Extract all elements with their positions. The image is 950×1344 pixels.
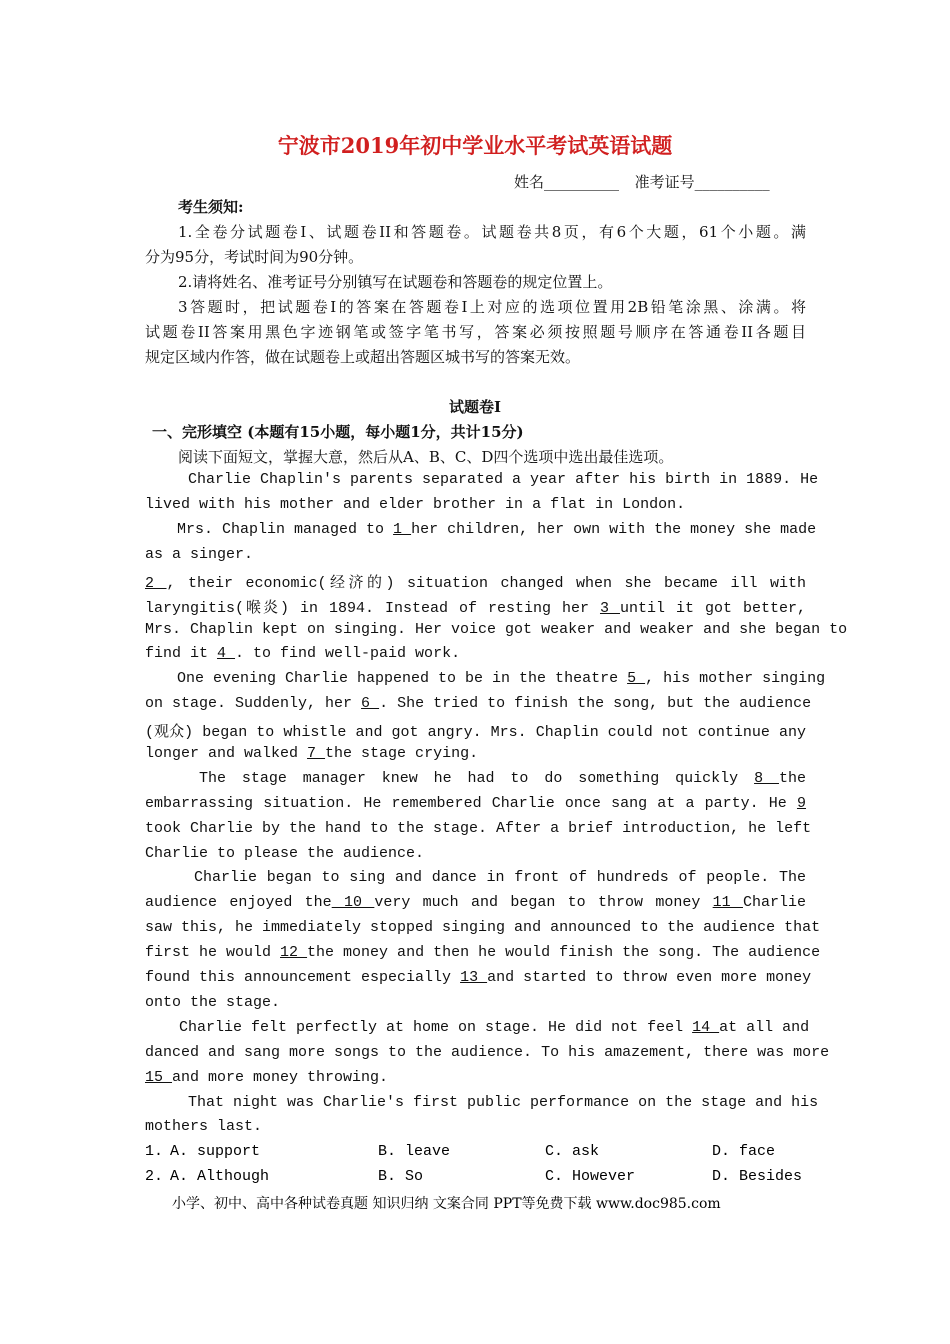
- passage-line: mothers last.: [145, 1118, 263, 1135]
- passage-line: That night was Charlie's first public performance on the stage and his: [188, 1094, 819, 1111]
- blank-6: 6: [361, 695, 380, 712]
- passage-line: saw this, he immediately stopped singing and announced to the audience that: [145, 919, 821, 936]
- passage-line: found this announcement especially 13 and started to throw even more money: [145, 969, 812, 986]
- passage-line: onto the stage.: [145, 994, 281, 1011]
- section-heading: 一、完形填空 (本题有15小题，每小题1分，共计15分): [152, 423, 524, 441]
- passage-line: Charlie to please the audience.: [145, 845, 425, 862]
- passage-line: find it 4 . to find well-paid work.: [145, 645, 461, 662]
- option-b: B. leave: [378, 1143, 451, 1160]
- passage-line: took Charlie by the hand to the stage. After a brief introduction, he left: [145, 820, 812, 837]
- option-a: A. Although: [170, 1168, 270, 1185]
- notice-line-3a: 3答题时，把试题卷I的答案在答题卷I上对应的选项位置用2B铅笔涂黑、涂满。将: [178, 298, 806, 316]
- notice-line-2: 2.请将姓名、准考证号分别镇写在试题卷和答题卷的规定位置上。: [178, 273, 613, 291]
- blank-12: 12: [280, 944, 308, 961]
- section-instruction: 阅读下面短文，掌握大意，然后从A、B、C、D四个选项中选出最佳选项。: [178, 448, 674, 466]
- blank-8: 8: [754, 770, 779, 787]
- option-c: C. However: [545, 1168, 636, 1185]
- blank-5: 5: [627, 670, 646, 687]
- passage-line: laryngitis(喉炎) in 1894. Instead of resting her 3 until it got better,: [145, 600, 806, 617]
- blank-7: 7: [307, 745, 326, 762]
- page-footer: 小学、初中、高中各种试卷真题 知识归纳 文案合同 PPT等免费下载 www.doc985.com: [172, 1196, 721, 1212]
- passage-line: Mrs. Chaplin managed to 1 her children, her own with the money she made: [177, 521, 817, 538]
- passage-line: as a singer.: [145, 546, 254, 563]
- passage-line: lived with his mother and elder brother in a flat in London.: [145, 496, 686, 513]
- notice-line-3c: 规定区域内作答，做在试题卷上或超出答题区城书写的答案无效。: [145, 348, 581, 366]
- option-d: D. face: [712, 1143, 776, 1160]
- blank-13: 13: [460, 969, 488, 986]
- blank-15: 15: [145, 1069, 173, 1086]
- notice-line-1a: 1.全卷分试题卷I、试题卷II和答题卷。试题卷共8页，有6个大题，61个小题。满: [178, 223, 806, 241]
- passage-line: Charlie felt perfectly at home on stage. He did not feel 14 at all and: [179, 1019, 810, 1036]
- blank-10: 10: [331, 894, 375, 911]
- option-a: A. support: [170, 1143, 261, 1160]
- passage-line: embarrassing situation. He remembered Charlie once sang at a party. He 9: [145, 795, 806, 812]
- option-d: D. Besides: [712, 1168, 803, 1185]
- passage-line: audience enjoyed the 10 very much and began to throw money 11 Charlie: [145, 894, 806, 911]
- blank-3: 3: [599, 600, 620, 617]
- option-c: C. ask: [545, 1143, 600, 1160]
- paper-label: 试题卷I: [448, 398, 502, 416]
- passage-line: longer and walked 7 the stage crying.: [145, 745, 479, 762]
- blank-11: 11: [712, 894, 743, 911]
- passage-line: (观众) began to whistle and got angry. Mrs. Chaplin could not continue any: [145, 724, 806, 741]
- passage-line: Charlie Chaplin's parents separated a year after his birth in 1889. He: [188, 471, 819, 488]
- passage-line: on stage. Suddenly, her 6 . She tried to finish the song, but the audience: [145, 695, 812, 712]
- name-blank: __________: [544, 173, 620, 191]
- blank-2: 2: [145, 575, 167, 592]
- blank-14: 14: [692, 1019, 720, 1036]
- name-label: 姓名: [514, 173, 545, 191]
- blank-1: 1: [393, 521, 412, 538]
- passage-line: 2 , their economic(经济的) situation changed when she became ill with: [145, 575, 806, 592]
- passage-line: danced and sang more songs to the audience. To his amazement, there was more: [145, 1044, 830, 1061]
- passage-line: 15 and more money throwing.: [145, 1069, 389, 1086]
- notice-line-3b: 试题卷II答案用黑色字迹钢笔或签字笔书写，答案必须按照题号顺序在答通卷II各题目: [145, 323, 806, 341]
- passage-line: Mrs. Chaplin kept on singing. Her voice got weaker and weaker and she began to: [145, 621, 848, 638]
- id-label: 准考证号: [634, 173, 695, 191]
- notice-line-1b: 分为95分，考试时间为90分钟。: [145, 248, 364, 266]
- id-blank: __________: [694, 173, 770, 191]
- candidate-fields: [514, 171, 770, 192]
- blank-4: 4: [217, 645, 236, 662]
- passage-line: first he would 12 the money and then he would finish the song. The audience: [145, 944, 821, 961]
- exam-title: 宁波市2019年初中学业水平考试英语试题: [277, 133, 673, 158]
- blank-9: 9: [796, 795, 806, 812]
- passage-line: Charlie began to sing and dance in front of hundreds of people. The: [194, 869, 806, 886]
- question-number: 1.: [145, 1143, 164, 1160]
- passage-line: One evening Charlie happened to be in the theatre 5 , his mother singing: [177, 670, 826, 687]
- notice-heading: 考生须知:: [178, 198, 244, 216]
- question-number: 2.: [145, 1168, 164, 1185]
- passage-line: The stage manager knew he had to do something quickly 8 the: [199, 770, 806, 787]
- option-b: B. So: [378, 1168, 424, 1185]
